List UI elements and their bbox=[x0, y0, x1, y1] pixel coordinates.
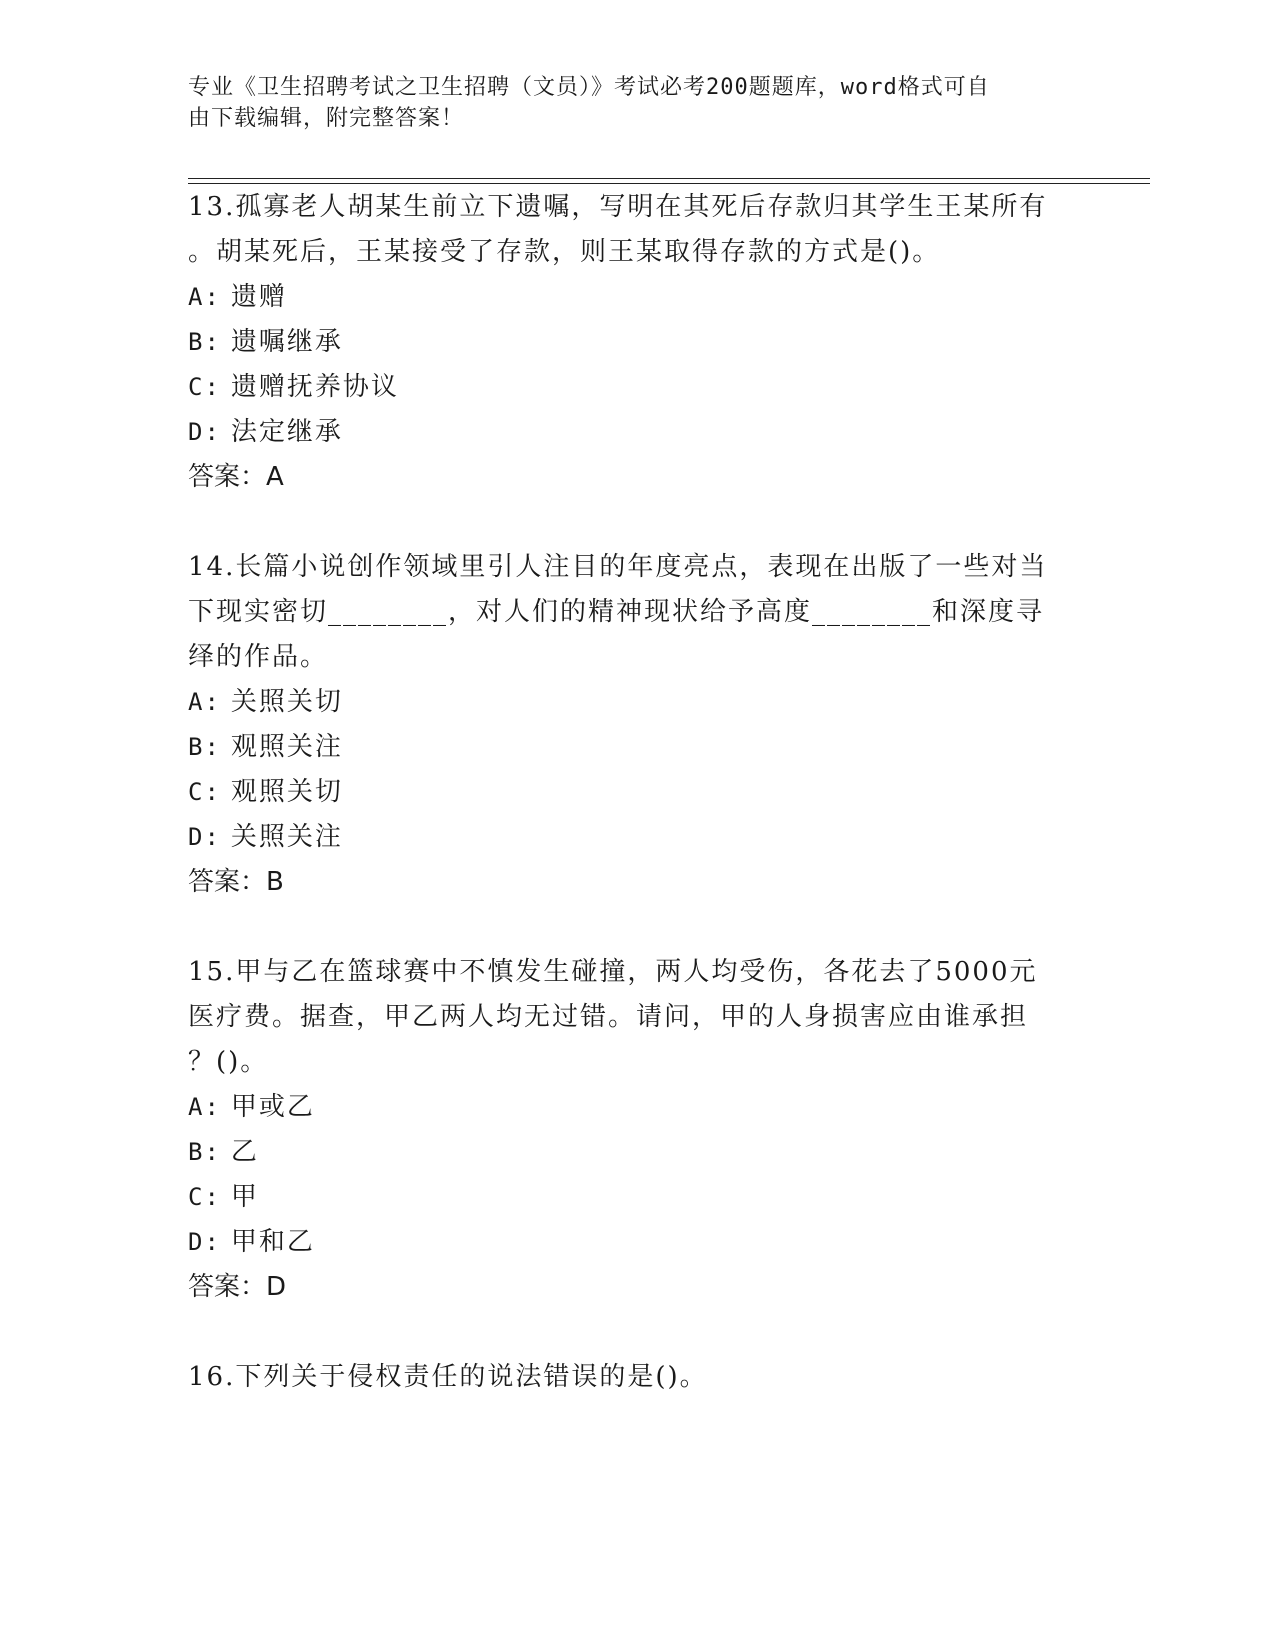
question-15-text bbox=[188, 950, 1088, 1085]
question-15-option-b: B: 乙 bbox=[188, 1137, 259, 1167]
question-line: 医疗费。据查，甲乙两人均无过错。请问，甲的人身损害应由谁承担 bbox=[188, 1002, 1029, 1032]
question-15-option-d: D: 甲和乙 bbox=[188, 1227, 315, 1257]
question-line: 14.长篇小说创作领域里引人注目的年度亮点，表现在出版了一些对当 bbox=[188, 552, 1048, 582]
question-line: 13.孤寡老人胡某生前立下遗嘱，写明在其死后存款归其学生王某所有 bbox=[188, 192, 1048, 222]
header-line-1: 专业《卫生招聘考试之卫生招聘（文员）》考试必考200题题库，word格式可自 bbox=[188, 75, 990, 100]
header-line-2: 由下载编辑，附完整答案！ bbox=[188, 106, 465, 131]
question-15-option-a: A: 甲或乙 bbox=[188, 1092, 315, 1122]
question-14-option-b: B: 观照关注 bbox=[188, 732, 343, 762]
question-15-option-c: C: 甲 bbox=[188, 1182, 259, 1212]
question-13-option-d: D: 法定继承 bbox=[188, 417, 343, 447]
question-13-option-a: A: 遗赠 bbox=[188, 282, 287, 312]
question-14-option-c: C: 观照关切 bbox=[188, 777, 343, 807]
question-13-option-b: B: 遗嘱继承 bbox=[188, 327, 343, 357]
document-header bbox=[188, 72, 1088, 134]
header-divider bbox=[188, 178, 1150, 179]
question-16-text bbox=[188, 1355, 1088, 1400]
question-line: 16.下列关于侵权责任的说法错误的是()。 bbox=[188, 1362, 708, 1392]
question-line: 。胡某死后，王某接受了存款，则王某取得存款的方式是()。 bbox=[188, 237, 941, 267]
question-13-option-c: C: 遗赠抚养协议 bbox=[188, 372, 399, 402]
question-line: ？()。 bbox=[188, 1047, 269, 1077]
question-14-option-a: A: 关照关切 bbox=[188, 687, 343, 717]
question-line: 绎的作品。 bbox=[188, 642, 329, 672]
question-14-text bbox=[188, 545, 1088, 680]
question-14-option-d: D: 关照关注 bbox=[188, 822, 343, 852]
question-13-answer: 答案：A bbox=[188, 462, 284, 492]
question-13-text bbox=[188, 185, 1088, 275]
question-14-answer: 答案：B bbox=[188, 867, 284, 897]
header-divider bbox=[188, 183, 1150, 184]
question-line: 15.甲与乙在篮球赛中不慎发生碰撞，两人均受伤，各花去了5000元 bbox=[188, 957, 1038, 987]
question-line: 下现实密切________，对人们的精神现状给予高度________和深度寻 bbox=[188, 597, 1045, 627]
question-15-answer: 答案：D bbox=[188, 1272, 287, 1302]
